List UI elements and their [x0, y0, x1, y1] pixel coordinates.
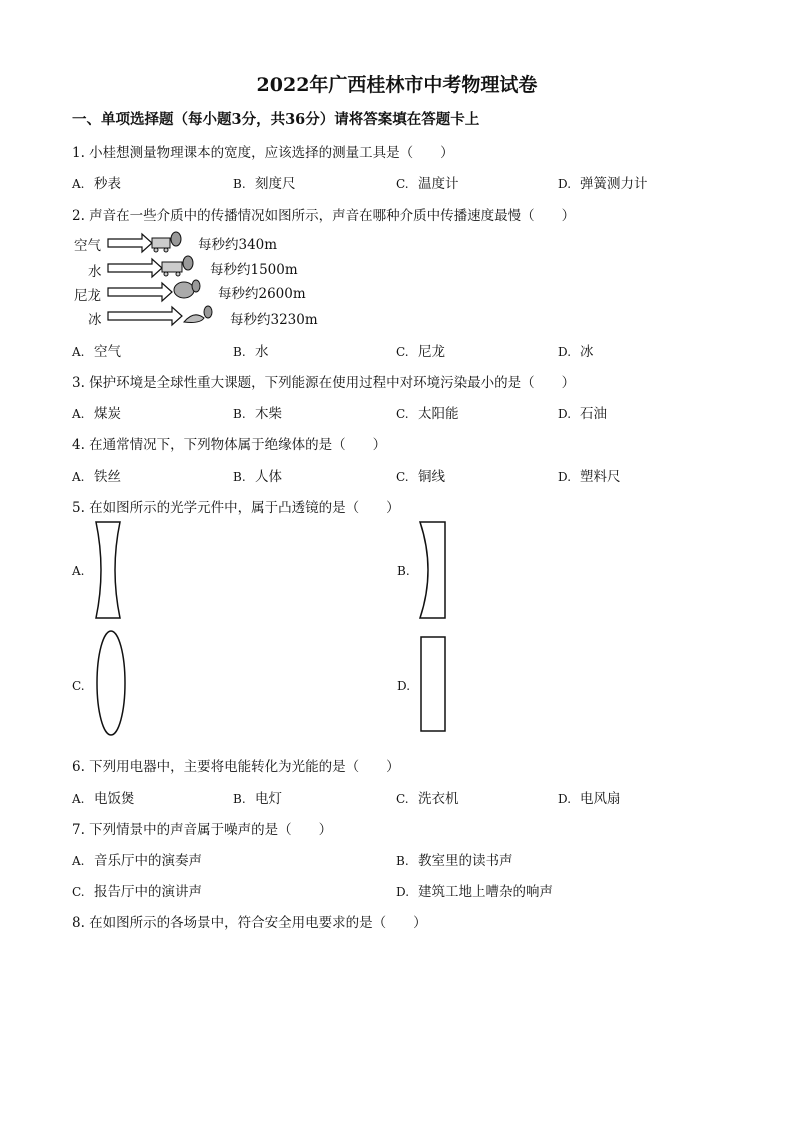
question-6-option-b[interactable]: B. 电灯 [233, 791, 282, 807]
question-3-option-b[interactable]: B. 木柴 [233, 406, 282, 422]
question-7-option-a[interactable]: A. 音乐厅中的演奏声 [72, 853, 202, 869]
question-2-option-d[interactable]: D. 冰 [558, 344, 594, 360]
sound-speed-figure [70, 228, 340, 328]
question-7-option-c[interactable]: C. 报告厅中的演讲声 [72, 884, 202, 900]
question-5-option-d[interactable]: D. [397, 679, 411, 693]
question-5-option-b[interactable]: B. [397, 564, 410, 578]
convex-lens-icon [94, 628, 128, 738]
question-3-stem: 3. 保护环境是全球性重大课题，下列能源在使用过程中对环境污染最小的是（ ） [72, 375, 576, 391]
flat-glass-icon [419, 635, 447, 735]
question-8-stem: 8. 在如图所示的各场景中，符合安全用电要求的是（ ） [72, 915, 427, 931]
question-1-option-d[interactable]: D. 弹簧测力计 [558, 176, 648, 192]
question-5-option-a[interactable]: A. [72, 564, 85, 578]
section-heading: 一、单项选择题（每小题3分，共36分）请将答案填在答题卡上 [72, 111, 480, 128]
question-7-stem: 7. 下列情景中的声音属于噪声的是（ ） [72, 822, 333, 838]
runner-nylon-icon [174, 280, 200, 298]
question-2-option-c[interactable]: C. 尼龙 [396, 344, 445, 360]
question-6-option-a[interactable]: A. 电饭煲 [72, 791, 135, 807]
speed-label-water: 每秒约1500m [210, 262, 298, 278]
question-2-option-a[interactable]: A. 空气 [72, 344, 121, 360]
medium-label-water: 水 [88, 264, 102, 280]
question-3-option-c[interactable]: C. 太阳能 [396, 406, 459, 422]
question-1-option-b[interactable]: B. 刻度尺 [233, 176, 296, 192]
question-2-stem: 2. 声音在一些介质中的传播情况如图所示，声音在哪种介质中传播速度最慢（ ） [72, 208, 576, 224]
question-4-stem: 4. 在通常情况下，下列物体属于绝缘体的是（ ） [72, 437, 387, 453]
page-title: 2022年广西桂林市中考物理试卷 [256, 74, 538, 96]
question-1-stem: 1. 小桂想测量物理课本的宽度，应该选择的测量工具是（ ） [72, 145, 454, 161]
arrow-air-icon [108, 234, 152, 252]
runner-water-icon [162, 256, 193, 276]
question-5-stem: 5. 在如图所示的光学元件中，属于凸透镜的是（ ） [72, 500, 400, 516]
question-4-option-c[interactable]: C. 铜线 [396, 469, 445, 485]
question-7-option-b[interactable]: B. 教室里的读书声 [396, 853, 513, 869]
concave-lens-icon [92, 520, 126, 620]
meniscus-lens-icon [418, 520, 450, 620]
medium-label-ice: 冰 [88, 312, 102, 328]
runner-air-icon [152, 232, 181, 252]
runner-ice-icon [184, 306, 212, 323]
medium-label-air: 空气 [74, 238, 101, 254]
question-4-option-b[interactable]: B. 人体 [233, 469, 282, 485]
medium-label-nylon: 尼龙 [74, 288, 101, 304]
question-4-option-a[interactable]: A. 铁丝 [72, 469, 121, 485]
question-1-option-a[interactable]: A. 秒表 [72, 176, 121, 192]
question-1-option-c[interactable]: C. 温度计 [396, 176, 459, 192]
question-3-option-a[interactable]: A. 煤炭 [72, 406, 121, 422]
question-6-stem: 6. 下列用电器中，主要将电能转化为光能的是（ ） [72, 759, 400, 775]
question-3-option-d[interactable]: D. 石油 [558, 406, 607, 422]
speed-label-air: 每秒约340m [198, 237, 278, 253]
question-5-option-c[interactable]: C. [72, 679, 85, 693]
question-2-option-b[interactable]: B. 水 [233, 344, 269, 360]
question-6-option-d[interactable]: D. 电风扇 [558, 791, 621, 807]
speed-label-nylon: 每秒约2600m [218, 286, 306, 302]
speed-label-ice: 每秒约3230m [230, 312, 318, 328]
question-7-option-d[interactable]: D. 建筑工地上嘈杂的响声 [396, 884, 553, 900]
question-6-option-c[interactable]: C. 洗衣机 [396, 791, 459, 807]
question-4-option-d[interactable]: D. 塑料尺 [558, 469, 621, 485]
